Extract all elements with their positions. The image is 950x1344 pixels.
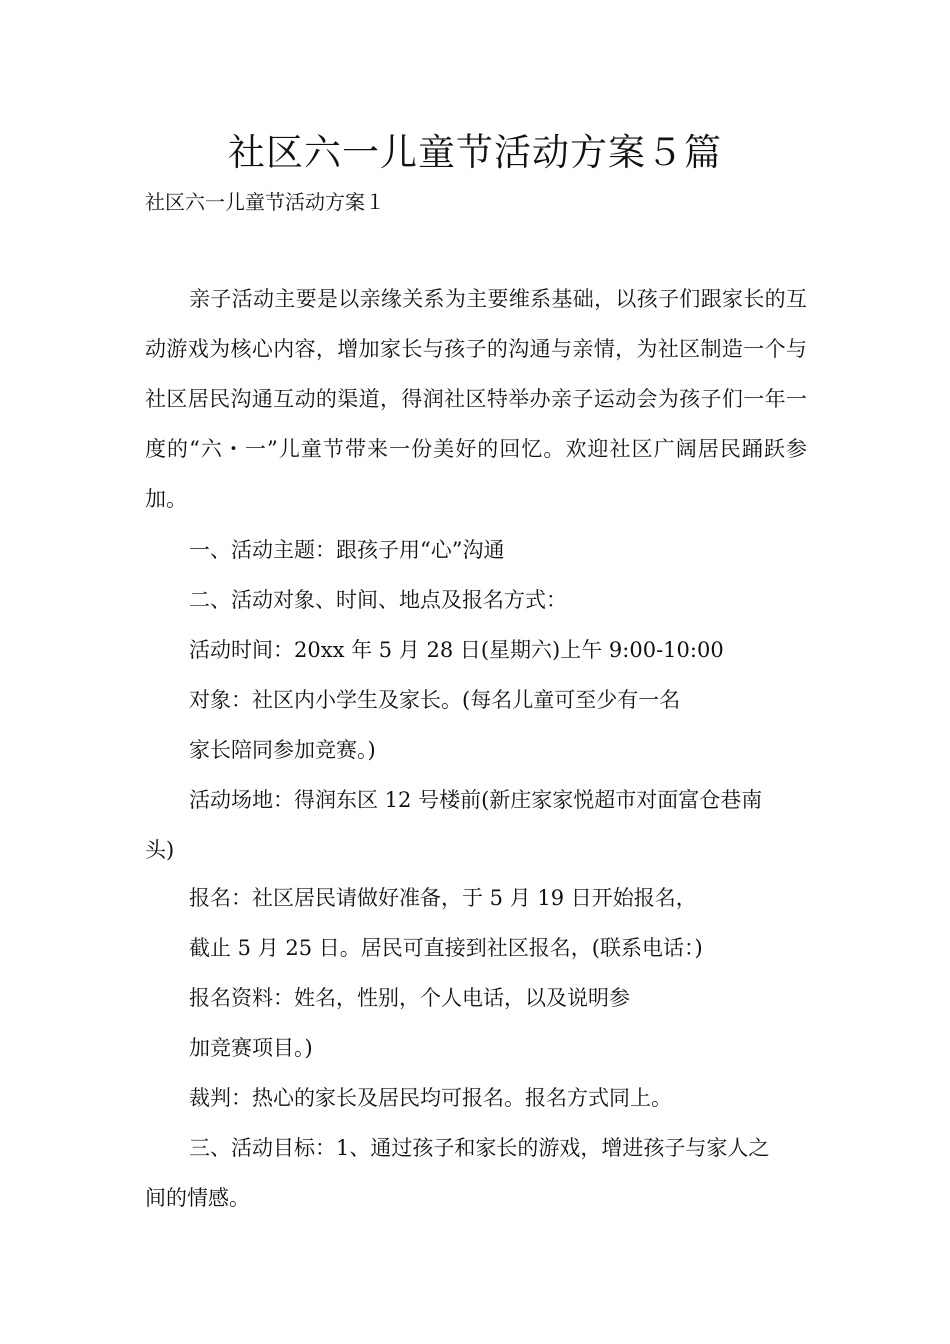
section-heading: 社区六一儿童节活动方案１ [145,190,385,214]
signup-materials-line-2: 加竞赛项目。) [189,1036,313,1060]
activity-goal-line-1: 三、活动目标：1、通过孩子和家长的游戏，增进孩子与家人之 [189,1136,770,1160]
activity-target-line-2: 家长陪同参加竞赛。) [189,738,376,762]
activity-target-line-1: 对象：社区内小学生及家长。(每名儿童可至少有一名 [189,688,681,712]
judges-info: 裁判：热心的家长及居民均可报名。报名方式同上。 [189,1086,672,1110]
intro-paragraph: 亲子活动主要是以亲缘关系为主要维系基础，以孩子们跟家长的互动游戏为核心内容，增加家长与孩子的沟通与亲情，为社区制造一个与社区居民沟通互动的渠道，得润社区特举办亲子运动会为孩子们一年一度的“六・一”儿童节带来一份美好的回忆。欢迎社区广阔居民踊跃参加。 [145,287,807,511]
signup-line-1: 报名：社区居民请做好准备，于 5 月 19 日开始报名， [189,886,697,910]
activity-venue-line-1: 活动场地：得润东区 12 号楼前(新庄家家悦超市对面富仓巷南 [189,788,763,812]
activity-time: 活动时间：20xx 年 5 月 28 日(星期六)上午 9:00-10:00 [189,638,724,662]
section-two-heading: 二、活动对象、时间、地点及报名方式： [189,588,567,612]
activity-theme: 一、活动主题：跟孩子用“心”沟通 [189,538,505,562]
activity-goal-line-2: 间的情感。 [145,1186,250,1210]
signup-line-2: 截止 5 月 25 日。居民可直接到社区报名，(联系电话：) [189,936,703,960]
activity-venue-line-2: 头) [145,838,175,862]
signup-materials-line-1: 报名资料：姓名，性别，个人电话，以及说明参 [189,986,630,1010]
document-title: 社区六一儿童节活动方案５篇 [228,131,722,174]
